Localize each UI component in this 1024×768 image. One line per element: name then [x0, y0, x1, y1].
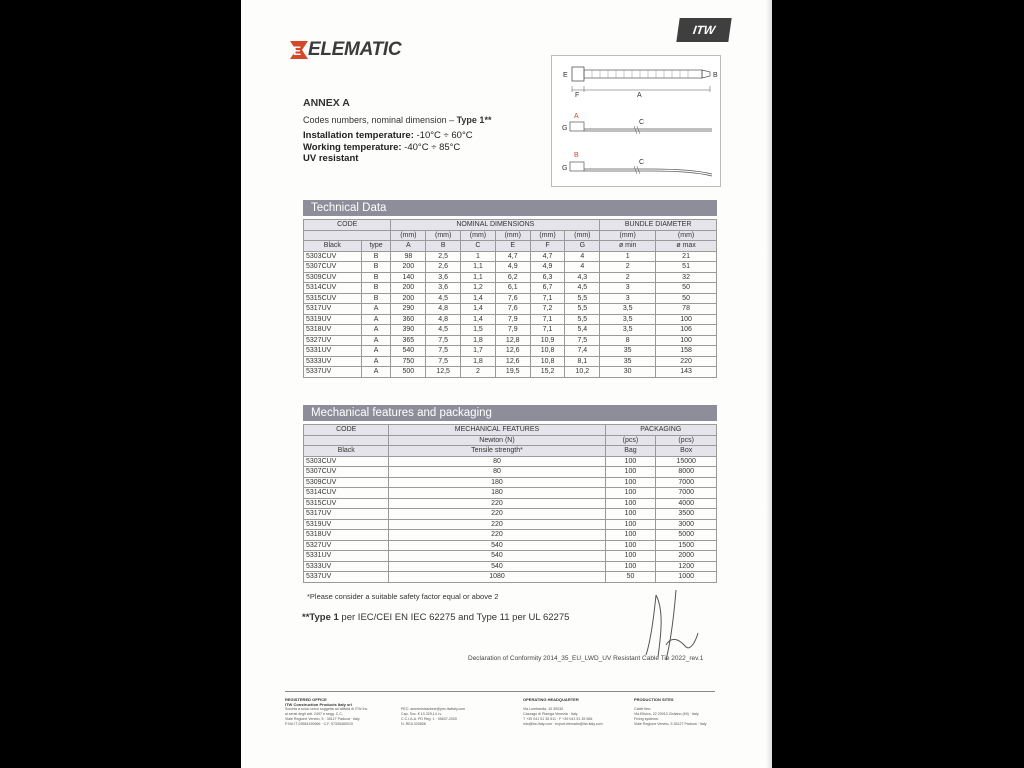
tech-cell: 4,8 — [426, 314, 461, 325]
tech-cell: 7,9 — [495, 314, 530, 325]
tech-row — [304, 335, 717, 346]
tech-row — [304, 346, 717, 357]
mech-cell: 100 — [605, 456, 656, 467]
label-a: A — [637, 92, 642, 99]
mech-cell: 220 — [389, 519, 605, 530]
tech-row — [304, 314, 717, 325]
tech-cell: 5333UV — [304, 356, 362, 367]
footer-production-sites: PRODUCTION SITES Cable ties: Via Ellsion, 22 20010 Cisliano (MI) · Italy Fixing systems: Viale Regione Veneto, 5 35127 Padova · Italy — [634, 697, 707, 726]
cable-tie-diagram — [551, 55, 721, 187]
tech-cell: 1,2 — [461, 283, 496, 294]
tech-cell: 158 — [656, 346, 717, 357]
tech-cell: B — [361, 283, 391, 294]
safety-note: *Please consider a suitable safety factor equal or above 2 — [307, 592, 499, 601]
mech-code-header: CODE — [304, 425, 389, 436]
col-min: ø min — [600, 241, 656, 252]
tech-cell: 35 — [600, 356, 656, 367]
mech-row — [304, 530, 717, 541]
tech-row — [304, 272, 717, 283]
tech-cell: 78 — [656, 304, 717, 315]
tech-cell: A — [361, 314, 391, 325]
signature-icon — [636, 585, 706, 665]
mech-cell: 100 — [605, 488, 656, 499]
bag-label: Bag — [605, 446, 656, 457]
tech-cell: 140 — [391, 272, 426, 283]
tech-cell: 5309CUV — [304, 272, 362, 283]
mech-cell: 180 — [389, 477, 605, 488]
pcs-box-unit: (pcs) — [656, 435, 717, 446]
tech-cell: 21 — [656, 251, 717, 262]
tech-cell: 10,8 — [530, 346, 565, 357]
mech-cell: 100 — [605, 551, 656, 562]
tech-cell: 3 — [600, 293, 656, 304]
unit-min: (mm) — [600, 230, 656, 241]
mech-cell: 100 — [605, 509, 656, 520]
mech-cell: 180 — [389, 488, 605, 499]
annex-title: ANNEX A — [303, 97, 350, 109]
elematic-logo-icon — [288, 39, 310, 61]
tech-cell: 30 — [600, 367, 656, 378]
mech-row — [304, 561, 717, 572]
tech-cell: 100 — [656, 335, 717, 346]
tech-cell: 1 — [600, 251, 656, 262]
mech-cell: 1500 — [656, 540, 717, 551]
col-type: type — [361, 241, 391, 252]
mech-cell: 220 — [389, 530, 605, 541]
tech-cell: 10,9 — [530, 335, 565, 346]
tech-cell: 1,1 — [461, 272, 496, 283]
tech-cell: 4,9 — [495, 262, 530, 273]
tech-cell: 500 — [391, 367, 426, 378]
tech-row — [304, 251, 717, 262]
tech-cell: 5327UV — [304, 335, 362, 346]
tech-cell: 4,5 — [426, 293, 461, 304]
tech-cell: 100 — [656, 314, 717, 325]
mech-cell: 100 — [605, 498, 656, 509]
tech-row — [304, 325, 717, 336]
tech-cell: 5303CUV — [304, 251, 362, 262]
tech-row — [304, 283, 717, 294]
mech-black-header: Black — [304, 446, 389, 457]
tech-cell: 5331UV — [304, 346, 362, 357]
unit-g: (mm) — [565, 230, 600, 241]
newton-label: Newton (N) — [389, 435, 605, 446]
label-c-b: C — [639, 159, 645, 166]
tech-cell: 365 — [391, 335, 426, 346]
tech-cell: 98 — [391, 251, 426, 262]
tech-cell: 540 — [391, 346, 426, 357]
logo-letter: E — [293, 44, 302, 58]
mech-cell: 2000 — [656, 551, 717, 562]
tech-cell: 220 — [656, 356, 717, 367]
col-e: E — [495, 241, 530, 252]
label-c-a: C — [639, 119, 645, 126]
tech-cell: 3,5 — [600, 304, 656, 315]
mech-row — [304, 467, 717, 478]
tech-cell: 1,4 — [461, 314, 496, 325]
tech-cell: 1,4 — [461, 304, 496, 315]
tech-cell: 3,5 — [600, 325, 656, 336]
mech-cell: 15000 — [656, 456, 717, 467]
mechanical-title: Mechanical features and packaging — [303, 405, 717, 421]
mech-cell: 50 — [605, 572, 656, 583]
mech-cell: 220 — [389, 509, 605, 520]
mech-cell: 8000 — [656, 467, 717, 478]
tech-cell: 360 — [391, 314, 426, 325]
tech-cell: 1,8 — [461, 335, 496, 346]
tech-cell: A — [361, 304, 391, 315]
mech-cell: 5303CUV — [304, 456, 389, 467]
tech-row — [304, 293, 717, 304]
mech-row — [304, 509, 717, 520]
tech-cell: 6,1 — [495, 283, 530, 294]
tech-cell: 5,5 — [565, 293, 600, 304]
mech-row — [304, 456, 717, 467]
label-g-b: G — [562, 165, 568, 172]
tech-cell: 7,9 — [495, 325, 530, 336]
mech-cell: 540 — [389, 540, 605, 551]
col-b: B — [426, 241, 461, 252]
tech-cell: 8 — [600, 335, 656, 346]
tech-cell: 1,5 — [461, 325, 496, 336]
tech-cell: A — [361, 325, 391, 336]
logo-text: ELEMATIC — [308, 39, 402, 60]
tech-cell: A — [361, 356, 391, 367]
tech-cell: 390 — [391, 325, 426, 336]
installation-temperature: Installation temperature: -10°C ÷ 60°C — [303, 130, 473, 141]
mech-cell: 100 — [605, 467, 656, 478]
mech-cell: 1080 — [389, 572, 605, 583]
mechanical-table — [303, 424, 717, 583]
mech-cell: 7000 — [656, 477, 717, 488]
tech-cell: 50 — [656, 293, 717, 304]
tech-cell: 12,6 — [495, 356, 530, 367]
tech-cell: 3,5 — [600, 314, 656, 325]
tech-cell: 10,8 — [530, 356, 565, 367]
box-label: Box — [656, 446, 717, 457]
pcs-bag-unit: (pcs) — [605, 435, 656, 446]
unit-b: (mm) — [426, 230, 461, 241]
tech-cell: 5,5 — [565, 314, 600, 325]
mech-row — [304, 498, 717, 509]
mech-cell: 1000 — [656, 572, 717, 583]
mech-row — [304, 572, 717, 583]
mech-cell: 100 — [605, 519, 656, 530]
mech-cell: 5331UV — [304, 551, 389, 562]
col-g: G — [565, 241, 600, 252]
mech-cell: 540 — [389, 551, 605, 562]
mech-cell: 100 — [605, 477, 656, 488]
unit-e: (mm) — [495, 230, 530, 241]
tech-cell: 51 — [656, 262, 717, 273]
tech-cell: 5,5 — [565, 304, 600, 315]
tech-cell: A — [361, 367, 391, 378]
tech-cell: 6,3 — [530, 272, 565, 283]
col-black: Black — [304, 241, 362, 252]
tech-cell: 2,6 — [426, 262, 461, 273]
technical-data-title: Technical Data — [303, 200, 717, 216]
unit-a: (mm) — [391, 230, 426, 241]
mech-cell: 3000 — [656, 519, 717, 530]
mech-cell: 5317UV — [304, 509, 389, 520]
mech-cell: 100 — [605, 561, 656, 572]
mech-cell: 1200 — [656, 561, 717, 572]
tech-cell: 7,6 — [495, 293, 530, 304]
tech-cell: 4 — [565, 251, 600, 262]
tech-cell: 5314CUV — [304, 283, 362, 294]
tech-cell: 4,5 — [565, 283, 600, 294]
tech-cell: 200 — [391, 283, 426, 294]
tech-cell: 1,4 — [461, 293, 496, 304]
tech-cell: 4,5 — [426, 325, 461, 336]
tech-cell: 12,8 — [495, 335, 530, 346]
tech-cell: 7,2 — [530, 304, 565, 315]
mech-cell: 5314CUV — [304, 488, 389, 499]
tech-cell: 3 — [600, 283, 656, 294]
tensile-label: Tensile strength* — [389, 446, 605, 457]
label-e: E — [563, 72, 568, 79]
mech-cell: 7000 — [656, 488, 717, 499]
document-page — [241, 0, 772, 768]
tech-cell: 4,7 — [495, 251, 530, 262]
mech-cell: 5319UV — [304, 519, 389, 530]
tech-cell: 19,5 — [495, 367, 530, 378]
tech-cell: 1,1 — [461, 262, 496, 273]
mech-cell: 5327UV — [304, 540, 389, 551]
tech-cell: 200 — [391, 262, 426, 273]
tech-cell: 8,1 — [565, 356, 600, 367]
tech-row — [304, 262, 717, 273]
mech-cell: 5307CUV — [304, 467, 389, 478]
tech-cell: A — [361, 346, 391, 357]
tech-cell: 15,2 — [530, 367, 565, 378]
label-f: F — [575, 92, 580, 99]
tech-cell: 200 — [391, 293, 426, 304]
declaration-line: Declaration of Conformity 2014_35_EU_LWD_UV Resistant Cable Tie 2022_rev.1 — [468, 655, 704, 662]
mech-row — [304, 477, 717, 488]
tech-cell: 106 — [656, 325, 717, 336]
tech-cell: 5319UV — [304, 314, 362, 325]
tech-cell: A — [361, 335, 391, 346]
type-b-label: B — [574, 152, 579, 159]
tech-cell: 5315CUV — [304, 293, 362, 304]
tech-cell: 5337UV — [304, 367, 362, 378]
tech-code-header: CODE — [304, 220, 391, 231]
mech-cell: 3500 — [656, 509, 717, 520]
mech-features-header: MECHANICAL FEATURES — [389, 425, 605, 436]
technical-data-rows — [304, 251, 717, 377]
tech-cell: 5317UV — [304, 304, 362, 315]
mech-row — [304, 551, 717, 562]
label-b: B — [713, 72, 718, 79]
type-a-label: A — [574, 113, 579, 120]
type-standard-line: **Type 1 per IEC/CEI EN IEC 62275 and Type 11 per UL 62275 — [302, 612, 570, 623]
tech-cell: 32 — [656, 272, 717, 283]
col-c: C — [461, 241, 496, 252]
tech-cell: 3,6 — [426, 272, 461, 283]
mech-cell: 5333UV — [304, 561, 389, 572]
mech-cell: 80 — [389, 467, 605, 478]
tech-cell: 7,1 — [530, 314, 565, 325]
uv-resistant: UV resistant — [303, 153, 359, 164]
tech-cell: 2 — [600, 262, 656, 273]
tech-cell: 1,8 — [461, 356, 496, 367]
col-max: ø max — [656, 241, 717, 252]
mech-packaging-header: PACKAGING — [605, 425, 716, 436]
tech-cell: 7,1 — [530, 325, 565, 336]
tech-cell: 7,4 — [565, 346, 600, 357]
codes-line: Codes numbers, nominal dimension – Type 1** — [303, 115, 492, 125]
col-a: A — [391, 241, 426, 252]
working-temperature: Working temperature: -40°C ÷ 85°C — [303, 142, 461, 153]
footer-headquarter: OPERATING HEADQUARTER Via Lombardia, 10 30030 Cazzago di Pianiga Venezia · Italy T +39 041 51 35 511 · F +39 041 51 35 566 info@itw-italy.com · export.elematic@itw-italy.com — [523, 697, 603, 726]
tech-cell: 4,7 — [530, 251, 565, 262]
mech-cell: 100 — [605, 540, 656, 551]
tech-row — [304, 304, 717, 315]
mech-row — [304, 519, 717, 530]
mech-cell: 80 — [389, 456, 605, 467]
tech-cell: 6,2 — [495, 272, 530, 283]
tech-cell: 4,9 — [530, 262, 565, 273]
col-f: F — [530, 241, 565, 252]
tech-cell: 5307CUV — [304, 262, 362, 273]
itw-badge: ITW — [676, 18, 731, 42]
technical-data-table — [303, 219, 717, 378]
tech-nominal-header: NOMINAL DIMENSIONS — [391, 220, 600, 231]
tech-cell: 3,6 — [426, 283, 461, 294]
tech-cell: 290 — [391, 304, 426, 315]
footer-divider — [285, 691, 715, 692]
tech-cell: 7,5 — [426, 346, 461, 357]
tech-cell: 35 — [600, 346, 656, 357]
tech-cell: 7,1 — [530, 293, 565, 304]
tech-cell: 7,6 — [495, 304, 530, 315]
tech-cell: 2 — [461, 367, 496, 378]
tech-cell: 1 — [461, 251, 496, 262]
tech-cell: 2 — [600, 272, 656, 283]
mechanical-rows — [304, 456, 717, 582]
page-edge-shadow — [766, 0, 772, 768]
tech-cell: 2,5 — [426, 251, 461, 262]
tech-cell: B — [361, 262, 391, 273]
tech-cell: 7,5 — [426, 356, 461, 367]
mech-cell: 5315CUV — [304, 498, 389, 509]
tech-cell: 10,2 — [565, 367, 600, 378]
footer-registered-office: REGISTERED OFFICE ITW Construction Products Italy srl Società a socio unico soggetta ad attività di ITW Inc. ai sensi degli artt. 2497 e segg. C.C. Viale Regione Veneto, 5 · 35127 Padova · Italy P.IVA IT 03584190966 · C.F. 07335480019 — [285, 697, 369, 726]
tech-cell: 143 — [656, 367, 717, 378]
mech-cell: 5000 — [656, 530, 717, 541]
tech-cell: 4 — [565, 262, 600, 273]
mech-cell: 220 — [389, 498, 605, 509]
tech-cell: 5318UV — [304, 325, 362, 336]
tech-cell: 4,3 — [565, 272, 600, 283]
label-g-a: G — [562, 125, 568, 132]
mech-cell: 4000 — [656, 498, 717, 509]
tech-bundle-header: BUNDLE DIAMETER — [600, 220, 717, 231]
tech-cell: 1,7 — [461, 346, 496, 357]
tech-cell: 12,5 — [426, 367, 461, 378]
tech-cell: B — [361, 293, 391, 304]
mech-cell: 100 — [605, 530, 656, 541]
tech-cell: 7,5 — [426, 335, 461, 346]
elematic-logo — [288, 38, 401, 62]
mech-cell: 540 — [389, 561, 605, 572]
mech-row — [304, 540, 717, 551]
tech-row — [304, 356, 717, 367]
tech-cell: 12,6 — [495, 346, 530, 357]
footer-contact: PEC: amministrazione@pec.itwitaly.com Cap. Soc. € 10.329,14 i.v. C.C.I.A.A. PD Reg. 1 · 05637-2000 N. REA 320808 — [401, 707, 466, 726]
unit-c: (mm) — [461, 230, 496, 241]
tech-cell: B — [361, 251, 391, 262]
tech-cell: 50 — [656, 283, 717, 294]
unit-max: (mm) — [656, 230, 717, 241]
mech-cell: 5337UV — [304, 572, 389, 583]
tech-cell: 750 — [391, 356, 426, 367]
mech-cell: 5318UV — [304, 530, 389, 541]
tech-cell: B — [361, 272, 391, 283]
tech-cell: 6,7 — [530, 283, 565, 294]
mech-row — [304, 488, 717, 499]
unit-f: (mm) — [530, 230, 565, 241]
mech-cell: 5309CUV — [304, 477, 389, 488]
tech-cell: 4,8 — [426, 304, 461, 315]
tech-cell: 5,4 — [565, 325, 600, 336]
tech-cell: 7,5 — [565, 335, 600, 346]
tech-row — [304, 367, 717, 378]
